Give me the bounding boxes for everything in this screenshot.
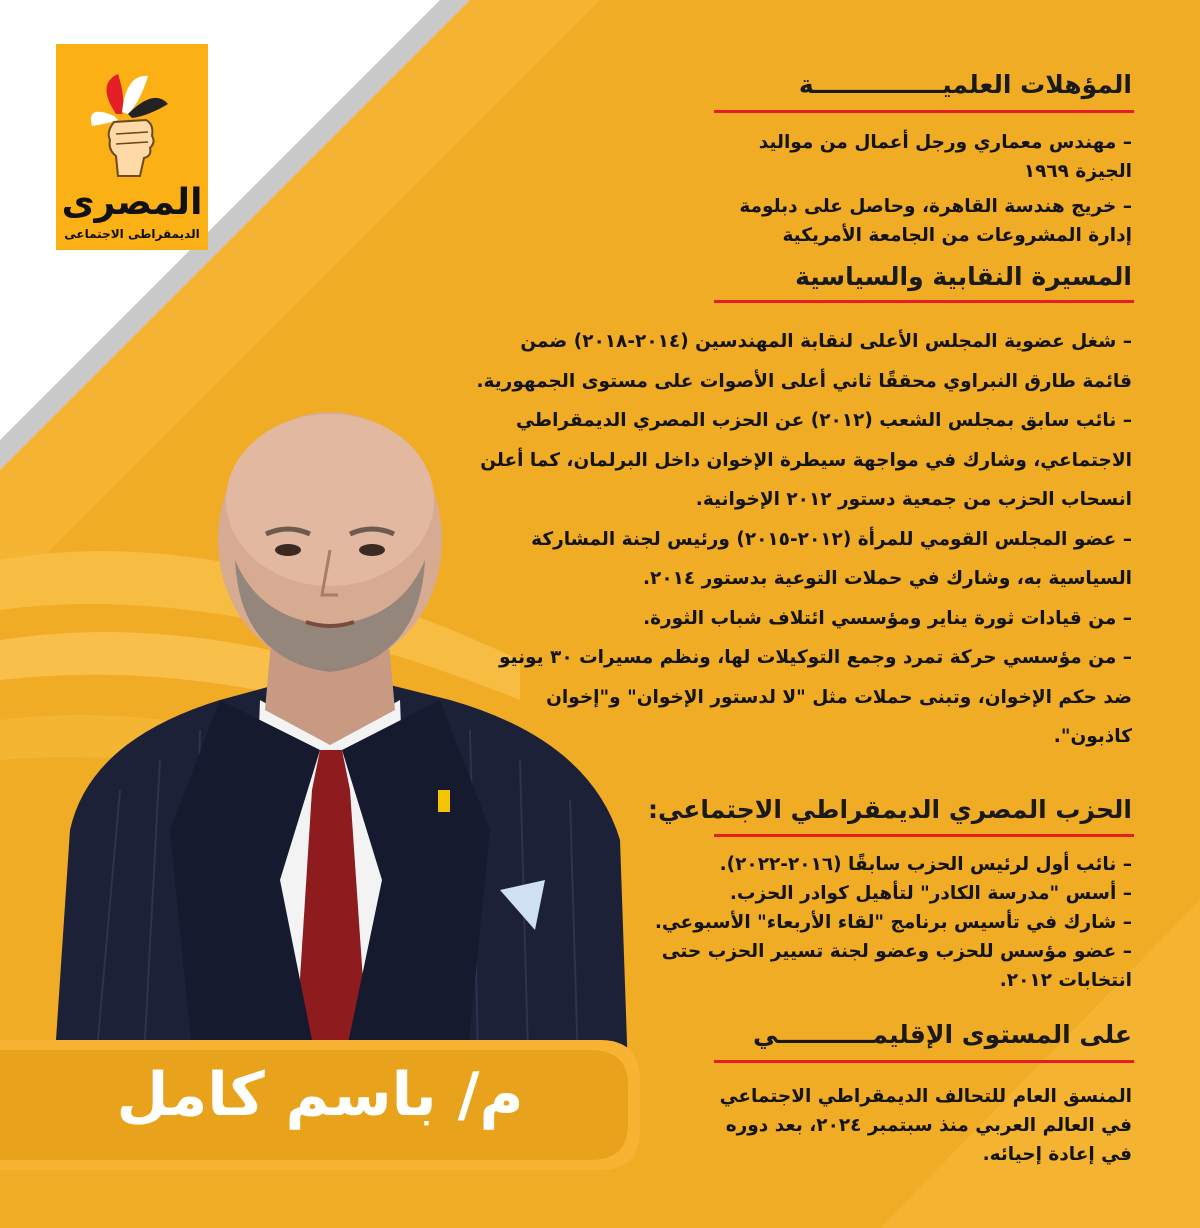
party-logo bbox=[56, 44, 208, 250]
section-regional-text bbox=[720, 1082, 1132, 1169]
text-line: إدارة المشروعات من الجامعة الأمريكية bbox=[782, 225, 1132, 246]
text-line: السياسية به، وشارك في حملات التوعية بدستور ٢٠١٤. bbox=[643, 568, 1132, 589]
heading-underline bbox=[714, 300, 1134, 303]
text-line: قائمة طارق النبراوي محققًا ثاني أعلى الأصوات على مستوى الجمهورية. bbox=[476, 370, 1132, 392]
section-heading-career: المسيرة النقابية والسياسية bbox=[795, 262, 1132, 291]
text-line: – مهندس معماري ورجل أعمال من مواليد bbox=[758, 132, 1132, 153]
person-name: م/ باسم كامل bbox=[116, 1060, 524, 1130]
text-line: ضد حكم الإخوان، وتبنى حملات مثل "لا لدستور الإخوان" و"إخوان bbox=[546, 686, 1132, 708]
logo-name: المصرى bbox=[61, 182, 203, 223]
text-line: – شغل عضوية المجلس الأعلى لنقابة المهندسين (٢٠١٤-٢٠١٨) ضمن bbox=[520, 331, 1132, 352]
section-career-text bbox=[476, 322, 1132, 757]
heading-underline bbox=[714, 1060, 1134, 1063]
text-line: انتخابات ٢٠١٢. bbox=[999, 970, 1132, 991]
text-line: في العالم العربي منذ سبتمبر ٢٠٢٤، بعد دوره bbox=[725, 1115, 1132, 1136]
section-qualifications-text bbox=[739, 128, 1132, 250]
text-line: – عضو مؤسس للحزب وعضو لجنة تسيير الحزب حتى bbox=[661, 941, 1132, 962]
text-line: – نائب سابق بمجلس الشعب (٢٠١٢) عن الحزب المصري الديمقراطي bbox=[515, 410, 1132, 431]
heading-underline bbox=[714, 834, 1134, 837]
section-party-text bbox=[655, 850, 1132, 995]
text-line: كاذبون". bbox=[1053, 726, 1132, 747]
text-line: – نائب أول لرئيس الحزب سابقًا (٢٠١٦-٢٠٢٢). bbox=[719, 854, 1132, 875]
text-line: انسحاب الحزب من جمعية دستور ٢٠١٢ الإخوانية. bbox=[695, 489, 1132, 510]
section-heading-qualifications: المؤهلات العلميـــــــــــــــة bbox=[798, 70, 1132, 99]
text-line: – من مؤسسي حركة تمرد وجمع التوكيلات لها، ونظم مسيرات ٣٠ يونيو bbox=[498, 647, 1132, 668]
text-line: – أسس "مدرسة الكادر" لتأهيل كوادر الحزب. bbox=[729, 883, 1132, 904]
text-line: الجيزة ١٩٦٩ bbox=[1023, 161, 1132, 182]
section-heading-regional: على المستوى الإقليمـــــــــــي bbox=[753, 1020, 1132, 1049]
text-line: في إعادة إحيائه. bbox=[982, 1144, 1132, 1165]
text-line: – من قيادات ثورة يناير ومؤسسي ائتلاف شباب الثورة. bbox=[643, 607, 1132, 629]
section-heading-party: الحزب المصري الديمقراطي الاجتماعي: bbox=[648, 795, 1132, 824]
text-line: الاجتماعي، وشارك في مواجهة سيطرة الإخوان داخل البرلمان، كما أعلن bbox=[480, 449, 1132, 471]
logo-subtitle: الديمقراطى الاجتماعى bbox=[64, 227, 200, 241]
text-line: – شارك في تأسيس برنامج "لقاء الأربعاء" الأسبوعي. bbox=[654, 912, 1132, 933]
text-line: – عضو المجلس القومي للمرأة (٢٠١٢-٢٠١٥) ورئيس لجنة المشاركة bbox=[531, 528, 1132, 550]
text-line: المنسق العام للتحالف الديمقراطي الاجتماعي bbox=[719, 1086, 1132, 1107]
text-line: – خريج هندسة القاهرة، وحاصل على دبلومة bbox=[739, 196, 1132, 217]
raised-fist-flower-icon bbox=[56, 44, 208, 179]
heading-underline bbox=[714, 110, 1134, 113]
